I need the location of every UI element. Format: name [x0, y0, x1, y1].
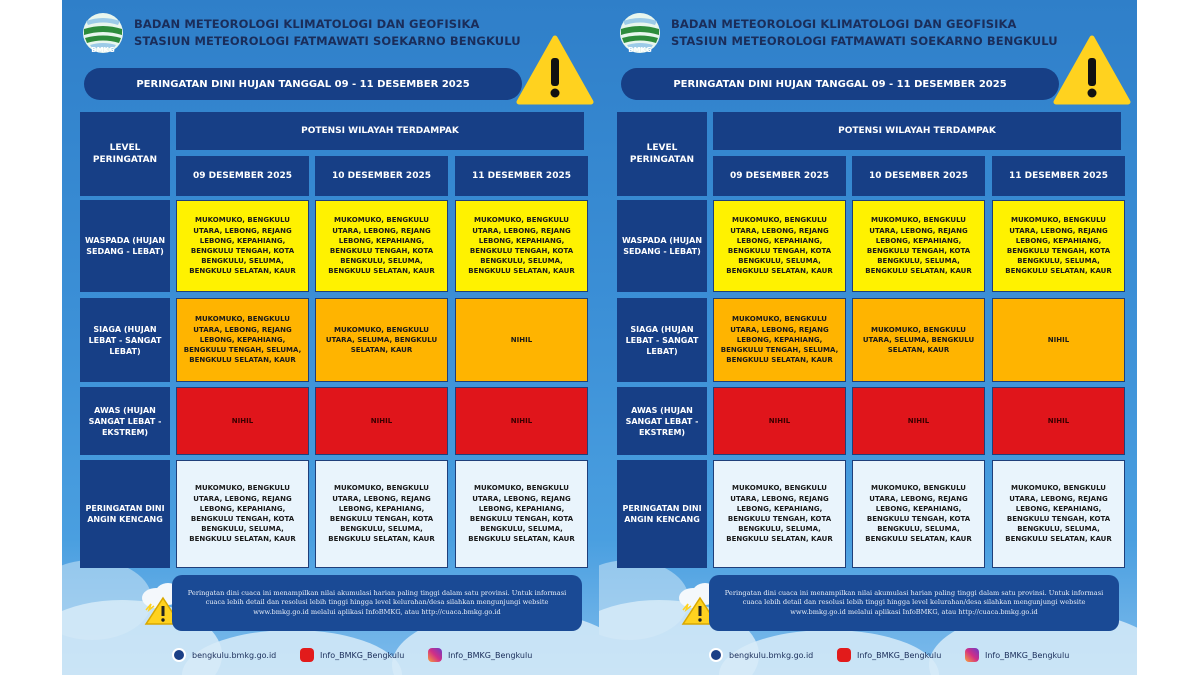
youtube-label: Info_BMKG_Bengkulu — [320, 650, 405, 660]
region-cell: NIHIL — [852, 387, 985, 455]
region-cell: MUKOMUKO, BENGKULU UTARA, SELUMA, BENGKULU SELATAN, KAUR — [315, 298, 448, 382]
region-cell: NIHIL — [176, 387, 309, 455]
warning-table — [617, 112, 1119, 568]
region-cell: NIHIL — [992, 387, 1125, 455]
region-cell: MUKOMUKO, BENGKULU UTARA, LEBONG, REJANG LEBONG, KEPAHIANG, BENGKULU TENGAH, KOTA BENGKULU, SELUMA, BENGKULU SELATAN, KAUR — [992, 460, 1125, 568]
date-header: 09 DESEMBER 2025 — [176, 156, 309, 196]
region-cell: MUKOMUKO, BENGKULU UTARA, SELUMA, BENGKULU SELATAN, KAUR — [852, 298, 985, 382]
website-label: bengkulu.bmkg.go.id — [192, 650, 277, 660]
level-label: PERINGATAN DINI ANGIN KENCANG — [617, 460, 707, 568]
website-label: bengkulu.bmkg.go.id — [729, 650, 814, 660]
region-cell: MUKOMUKO, BENGKULU UTARA, LEBONG, REJANG LEBONG, KEPAHIANG, BENGKULU TENGAH, KOTA BENGKULU, SELUMA, BENGKULU SELATAN, KAUR — [315, 460, 448, 568]
warning-triangle-icon — [516, 34, 594, 106]
level-label: WASPADA (HUJAN SEDANG - LEBAT) — [80, 200, 170, 292]
date-header: 11 DESEMBER 2025 — [455, 156, 588, 196]
level-label: AWAS (HUJAN SANGAT LEBAT - EKSTREM) — [80, 387, 170, 455]
level-label: SIAGA (HUJAN LEBAT - SANGAT LEBAT) — [80, 298, 170, 382]
warning-title-banner: PERINGATAN DINI HUJAN TANGGAL 09 - 11 DESEMBER 2025 — [84, 68, 522, 100]
organization-name — [134, 16, 521, 50]
region-cell: NIHIL — [315, 387, 448, 455]
footer-note: Peringatan dini cuaca ini menampilkan nilai akumulasi harian paling tinggi dalam satu provinsi. Untuk informasi cuaca lebih detail dan resolusi lebih tinggi hingga level kelurahan/desa silahkan mengunjungi website www.bmkg.go.id melalui aplikasi InfoBMKG, atau http://cuaca.bmkg.go.id — [172, 575, 582, 631]
org-line-2: STASIUN METEOROLOGI FATMAWATI SOEKARNO BENGKULU — [134, 34, 521, 48]
region-cell: NIHIL — [455, 298, 588, 382]
warning-triangle-icon — [1053, 34, 1131, 106]
region-cell: MUKOMUKO, BENGKULU UTARA, LEBONG, REJANG LEBONG, KEPAHIANG, BENGKULU TENGAH, KOTA BENGKULU, SELUMA, BENGKULU SELATAN, KAUR — [176, 460, 309, 568]
region-cell: MUKOMUKO, BENGKULU UTARA, LEBONG, REJANG LEBONG, KEPAHIANG, BENGKULU TENGAH, KOTA BENGKULU, SELUMA, BENGKULU SELATAN, KAUR — [713, 200, 846, 292]
globe-icon — [709, 648, 723, 662]
logo-text: BMKG — [628, 46, 652, 54]
region-header: POTENSI WILAYAH TERDAMPAK — [176, 112, 584, 150]
level-label: WASPADA (HUJAN SEDANG - LEBAT) — [617, 200, 707, 292]
date-header: 10 DESEMBER 2025 — [315, 156, 448, 196]
region-cell: MUKOMUKO, BENGKULU UTARA, LEBONG, REJANG LEBONG, KEPAHIANG, BENGKULU TENGAH, KOTA BENGKULU, SELUMA, BENGKULU SELATAN, KAUR — [852, 460, 985, 568]
organization-name — [671, 16, 1058, 50]
infographic-panel-left — [62, 0, 600, 675]
warning-table — [80, 112, 582, 568]
instagram-icon — [965, 648, 979, 662]
region-cell: MUKOMUKO, BENGKULU UTARA, LEBONG, REJANG LEBONG, KEPAHIANG, BENGKULU TENGAH, SELUMA, BENGKULU SELATAN, KAUR — [713, 298, 846, 382]
level-header: LEVEL PERINGATAN — [617, 112, 707, 196]
social-instagram[interactable] — [428, 648, 532, 662]
region-cell: MUKOMUKO, BENGKULU UTARA, LEBONG, REJANG LEBONG, KEPAHIANG, BENGKULU TENGAH, KOTA BENGKULU, SELUMA, BENGKULU SELATAN, KAUR — [992, 200, 1125, 292]
youtube-icon — [300, 648, 314, 662]
globe-icon — [172, 648, 186, 662]
org-line-2: STASIUN METEOROLOGI FATMAWATI SOEKARNO BENGKULU — [671, 34, 1058, 48]
region-cell: MUKOMUKO, BENGKULU UTARA, LEBONG, REJANG LEBONG, KEPAHIANG, BENGKULU TENGAH, KOTA BENGKULU, SELUMA, BENGKULU SELATAN, KAUR — [455, 460, 588, 568]
region-header: POTENSI WILAYAH TERDAMPAK — [713, 112, 1121, 150]
region-cell: NIHIL — [455, 387, 588, 455]
region-cell: NIHIL — [992, 298, 1125, 382]
level-label: SIAGA (HUJAN LEBAT - SANGAT LEBAT) — [617, 298, 707, 382]
instagram-icon — [428, 648, 442, 662]
social-website[interactable] — [172, 648, 276, 662]
region-cell: MUKOMUKO, BENGKULU UTARA, LEBONG, REJANG LEBONG, KEPAHIANG, BENGKULU TENGAH, SELUMA, BENGKULU SELATAN, KAUR — [176, 298, 309, 382]
infographic-panel-right — [599, 0, 1137, 675]
org-line-1: BADAN METEOROLOGI KLIMATOLOGI DAN GEOFISIKA — [134, 17, 480, 31]
instagram-label: Info_BMKG_Bengkulu — [448, 650, 533, 660]
region-cell: MUKOMUKO, BENGKULU UTARA, LEBONG, REJANG LEBONG, KEPAHIANG, BENGKULU TENGAH, KOTA BENGKULU, SELUMA, BENGKULU SELATAN, KAUR — [455, 200, 588, 292]
region-cell: MUKOMUKO, BENGKULU UTARA, LEBONG, REJANG LEBONG, KEPAHIANG, BENGKULU TENGAH, KOTA BENGKULU, SELUMA, BENGKULU SELATAN, KAUR — [713, 460, 846, 568]
region-cell: MUKOMUKO, BENGKULU UTARA, LEBONG, REJANG LEBONG, KEPAHIANG, BENGKULU TENGAH, KOTA BENGKULU, SELUMA, BENGKULU SELATAN, KAUR — [315, 200, 448, 292]
warning-title-banner: PERINGATAN DINI HUJAN TANGGAL 09 - 11 DESEMBER 2025 — [621, 68, 1059, 100]
social-website[interactable] — [709, 648, 813, 662]
social-youtube[interactable] — [837, 648, 941, 662]
region-cell: MUKOMUKO, BENGKULU UTARA, LEBONG, REJANG LEBONG, KEPAHIANG, BENGKULU TENGAH, KOTA BENGKULU, SELUMA, BENGKULU SELATAN, KAUR — [852, 200, 985, 292]
date-header: 09 DESEMBER 2025 — [713, 156, 846, 196]
instagram-label: Info_BMKG_Bengkulu — [985, 650, 1070, 660]
social-instagram[interactable] — [965, 648, 1069, 662]
social-youtube[interactable] — [300, 648, 404, 662]
level-header: LEVEL PERINGATAN — [80, 112, 170, 196]
youtube-icon — [837, 648, 851, 662]
footer-note: Peringatan dini cuaca ini menampilkan nilai akumulasi harian paling tinggi dalam satu provinsi. Untuk informasi cuaca lebih detail dan resolusi lebih tinggi hingga level kelurahan/desa silahkan mengunjungi website www.bmkg.go.id melalui aplikasi InfoBMKG, atau http://cuaca.bmkg.go.id — [709, 575, 1119, 631]
youtube-label: Info_BMKG_Bengkulu — [857, 650, 942, 660]
region-cell: MUKOMUKO, BENGKULU UTARA, LEBONG, REJANG LEBONG, KEPAHIANG, BENGKULU TENGAH, KOTA BENGKULU, SELUMA, BENGKULU SELATAN, KAUR — [176, 200, 309, 292]
logo-text: BMKG — [91, 46, 115, 54]
date-header: 11 DESEMBER 2025 — [992, 156, 1125, 196]
region-cell: NIHIL — [713, 387, 846, 455]
level-label: AWAS (HUJAN SANGAT LEBAT - EKSTREM) — [617, 387, 707, 455]
date-header: 10 DESEMBER 2025 — [852, 156, 985, 196]
org-line-1: BADAN METEOROLOGI KLIMATOLOGI DAN GEOFISIKA — [671, 17, 1017, 31]
level-label: PERINGATAN DINI ANGIN KENCANG — [80, 460, 170, 568]
